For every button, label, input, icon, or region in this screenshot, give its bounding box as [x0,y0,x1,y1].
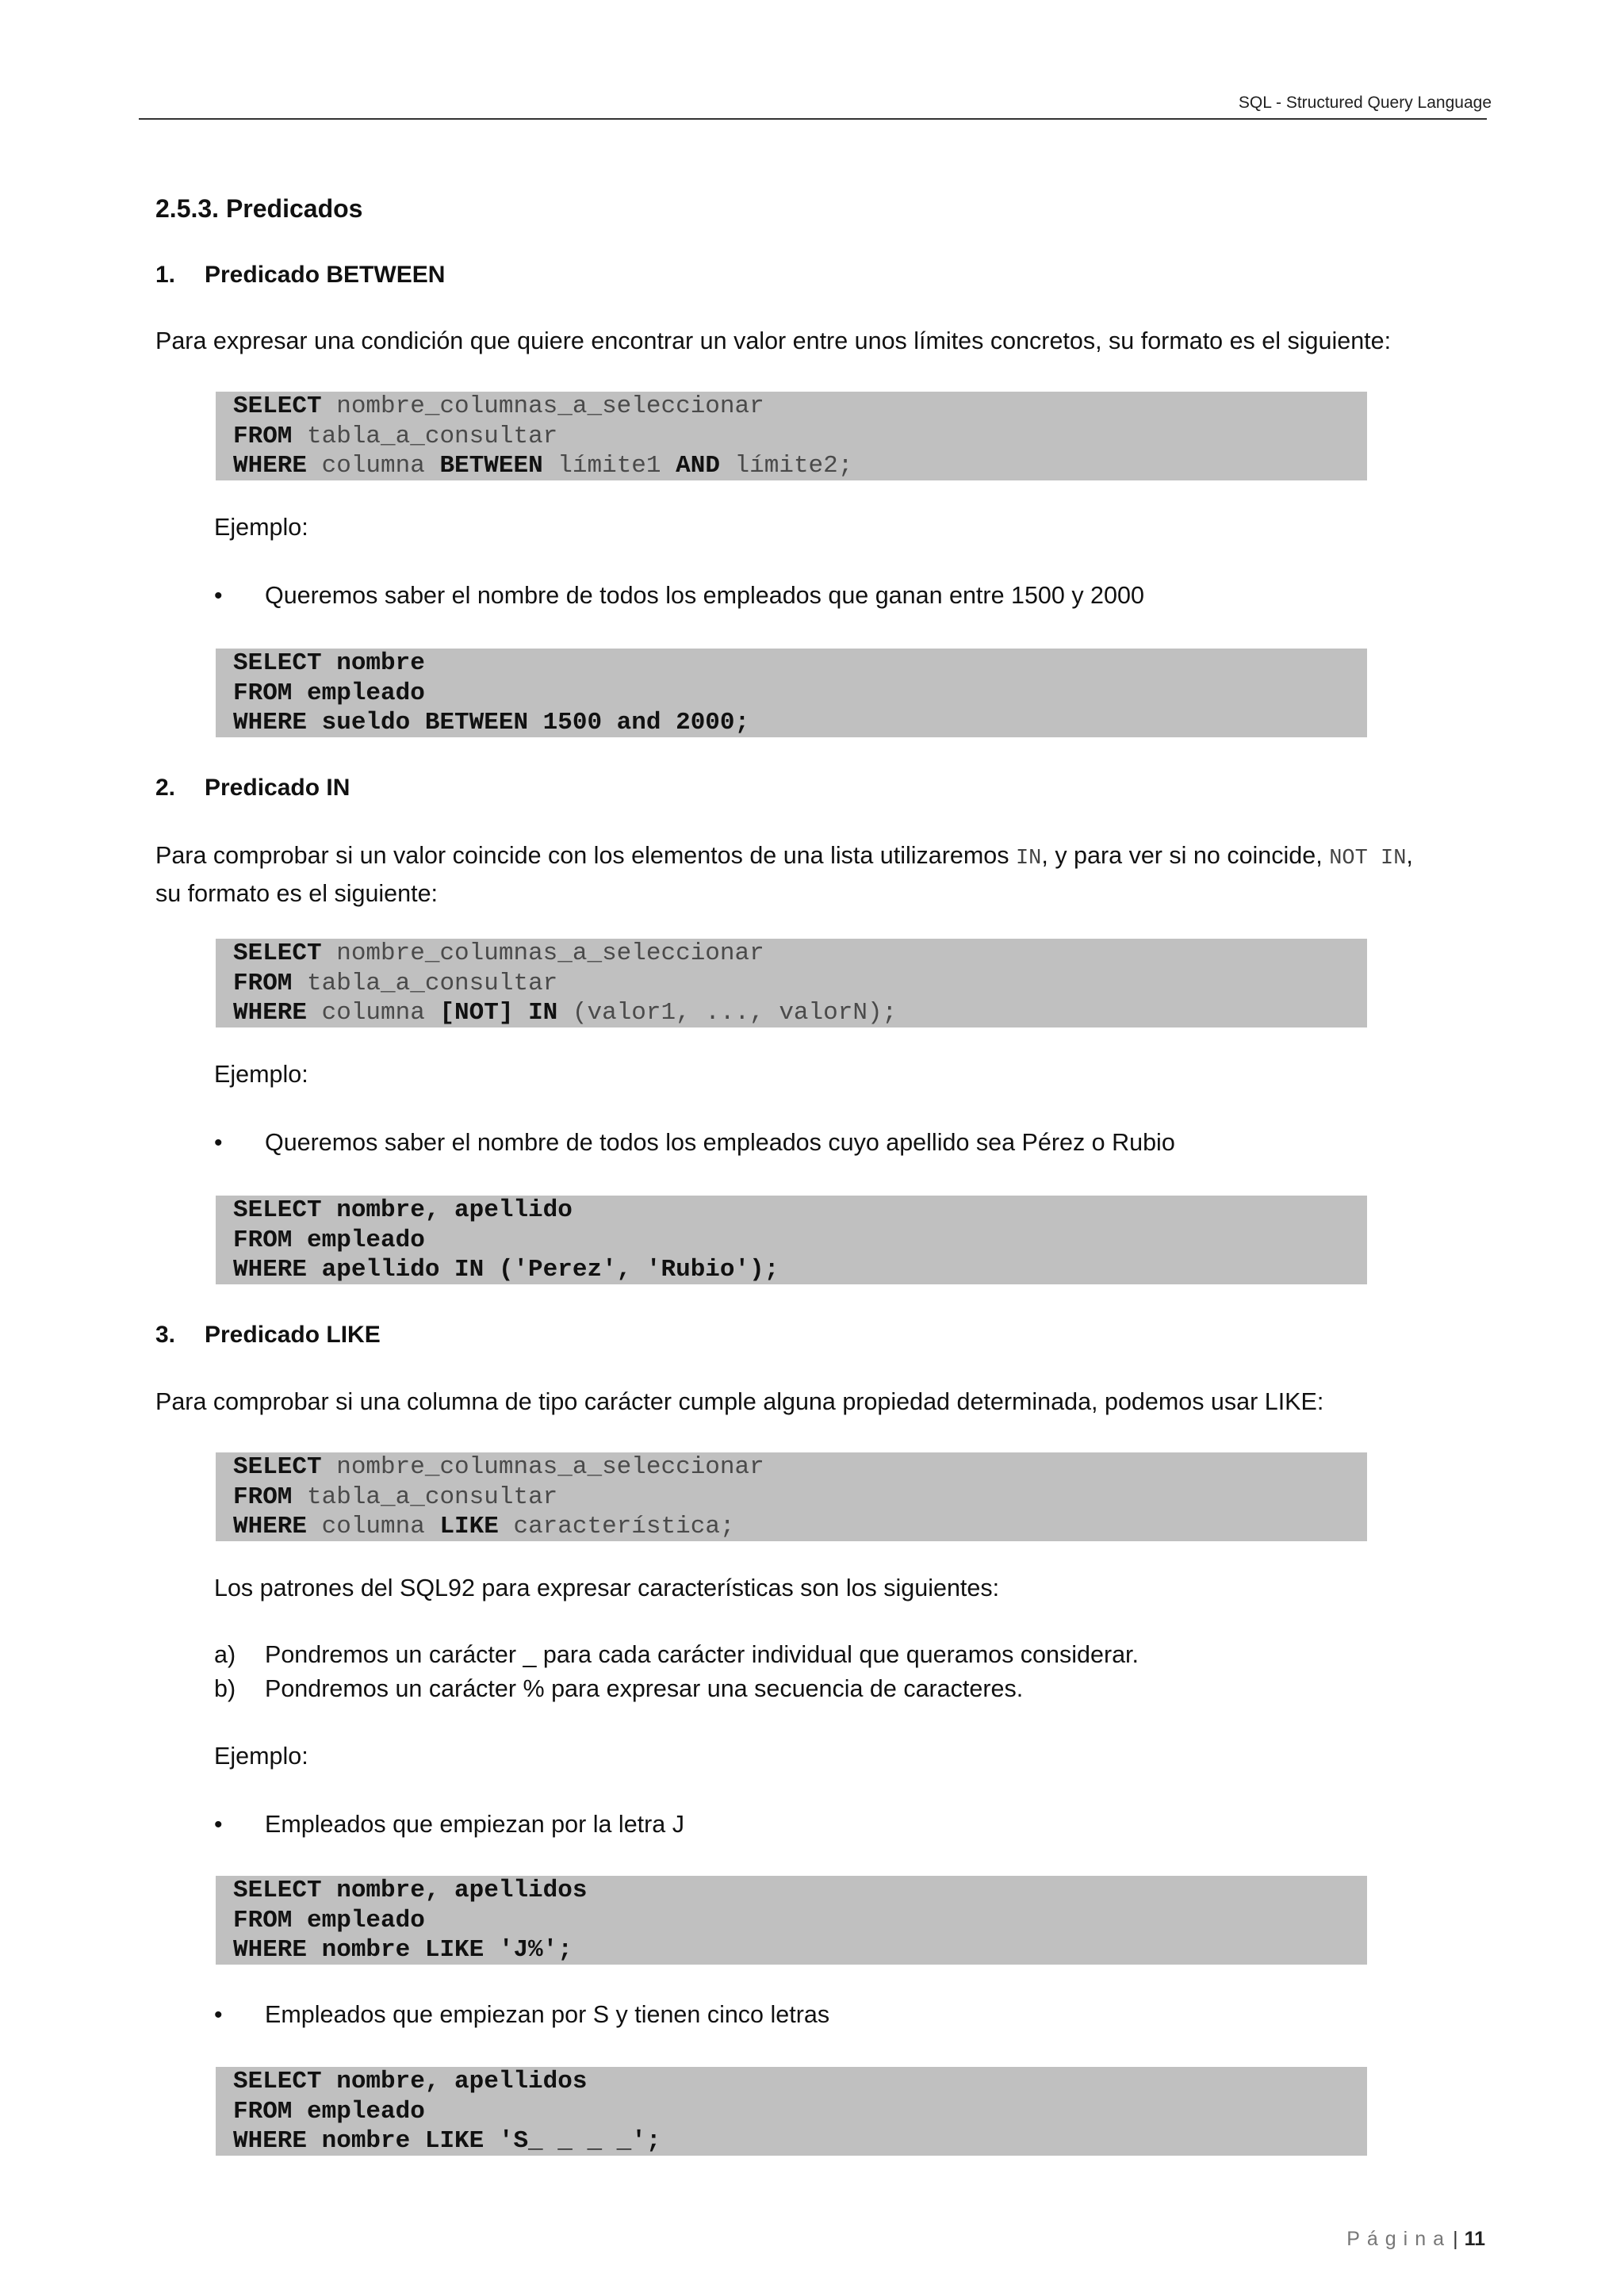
code-line: WHERE nombre LIKE 'S_ _ _ _'; [233,2127,661,2155]
heading-number: 2. [155,775,176,801]
code-line: WHERE sueldo BETWEEN 1500 and 2000; [233,709,750,737]
code-line: SELECT nombre, apellidos [233,1877,588,1904]
patterns-intro: Los patrones del SQL92 para expresar características son los siguientes: [214,1575,1000,1601]
between-syntax-box [216,392,1367,480]
code-line: SELECT nombre, apellidos [233,2068,588,2095]
in-intro: Para comprobar si un valor coincide con los elementos de una lista utilizaremos IN, y para ver si no coincide, NOT IN, su formato es el siguiente: [155,842,1413,907]
bullet-text: Queremos saber el nombre de todos los empleados cuyo apellido sea Pérez o Rubio [265,1129,1175,1156]
pattern-marker: a) [214,1641,236,1668]
code-line: WHERE columna LIKE característica; [233,1513,735,1540]
page-word: Página [1346,2228,1452,2250]
bullet-text: Empleados que empiezan por S y tienen cinco letras [265,2001,830,2028]
heading-between [155,262,445,289]
pattern-marker: b) [214,1675,236,1702]
code-line: FROM tabla_a_consultar [233,969,558,997]
example-label: Ejemplo: [214,514,308,541]
code-line: FROM empleado [233,1906,425,1934]
code-line: WHERE apellido IN ('Perez', 'Rubio'); [233,1256,779,1284]
like-example2-box [216,2067,1367,2156]
example-label: Ejemplo: [214,1743,308,1770]
like-intro: Para comprobar si una columna de tipo carácter cumple alguna propiedad determinada, podemos usar LIKE: [155,1388,1324,1415]
heading-text: Predicado BETWEEN [205,262,446,288]
heading-in [155,775,350,802]
code-line: FROM empleado [233,1226,425,1254]
section-title: 2.5.3. Predicados [155,194,363,223]
bullet-text: Empleados que empiezan por la letra J [265,1811,684,1838]
code-line: WHERE columna BETWEEN límite1 AND límite2; [233,452,853,480]
bullet-item [214,1129,1175,1157]
pattern-text: Pondremos un carácter % para expresar una secuencia de caracteres. [265,1675,1024,1702]
code-line: FROM tabla_a_consultar [233,1483,558,1511]
between-intro: Para expresar una condición que quiere encontrar un valor entre unos límites concretos, su formato es el siguiente: [155,327,1392,354]
heading-number: 1. [155,262,176,288]
heading-number: 3. [155,1322,176,1348]
bullet-item [214,1811,684,1839]
code-line: SELECT nombre_columnas_a_seleccionar [233,392,764,420]
bullet-icon: • [214,2002,223,2028]
code-line: FROM tabla_a_consultar [233,422,558,450]
page-separator: | [1453,2228,1458,2250]
pattern-text: Pondremos un carácter _ para cada carácter individual que queramos considerar. [265,1641,1139,1668]
bullet-item [214,582,1144,610]
heading-like [155,1322,381,1349]
bullet-icon: • [214,1130,223,1156]
code-line: SELECT nombre_columnas_a_seleccionar [233,1453,764,1481]
pattern-item [214,1675,1023,1703]
bullet-icon: • [214,1812,223,1838]
bullet-icon: • [214,583,223,609]
bullet-text: Queremos saber el nombre de todos los empleados que ganan entre 1500 y 2000 [265,582,1144,609]
code-line: WHERE columna [NOT] IN (valor1, ..., valorN); [233,999,898,1027]
between-example-box [216,649,1367,737]
like-example1-box [216,1876,1367,1965]
page-footer [1346,2228,1485,2251]
header-divider [139,118,1487,120]
example-label: Ejemplo: [214,1061,308,1088]
pattern-item [214,1641,1139,1669]
running-header: SQL - Structured Query Language [1238,94,1492,112]
code-line: WHERE nombre LIKE 'J%'; [233,1936,573,1964]
code-line: SELECT nombre_columnas_a_seleccionar [233,939,764,967]
in-syntax-box [216,939,1367,1027]
bullet-item [214,2001,829,2029]
in-example-box [216,1196,1367,1284]
code-line: FROM empleado [233,679,425,707]
code-line: SELECT nombre, apellido [233,1196,573,1224]
page-number: 11 [1464,2228,1485,2250]
heading-text: Predicado IN [205,775,350,801]
like-syntax-box [216,1452,1367,1541]
code-line: SELECT nombre [233,649,425,677]
heading-text: Predicado LIKE [205,1322,381,1348]
code-line: FROM empleado [233,2097,425,2126]
